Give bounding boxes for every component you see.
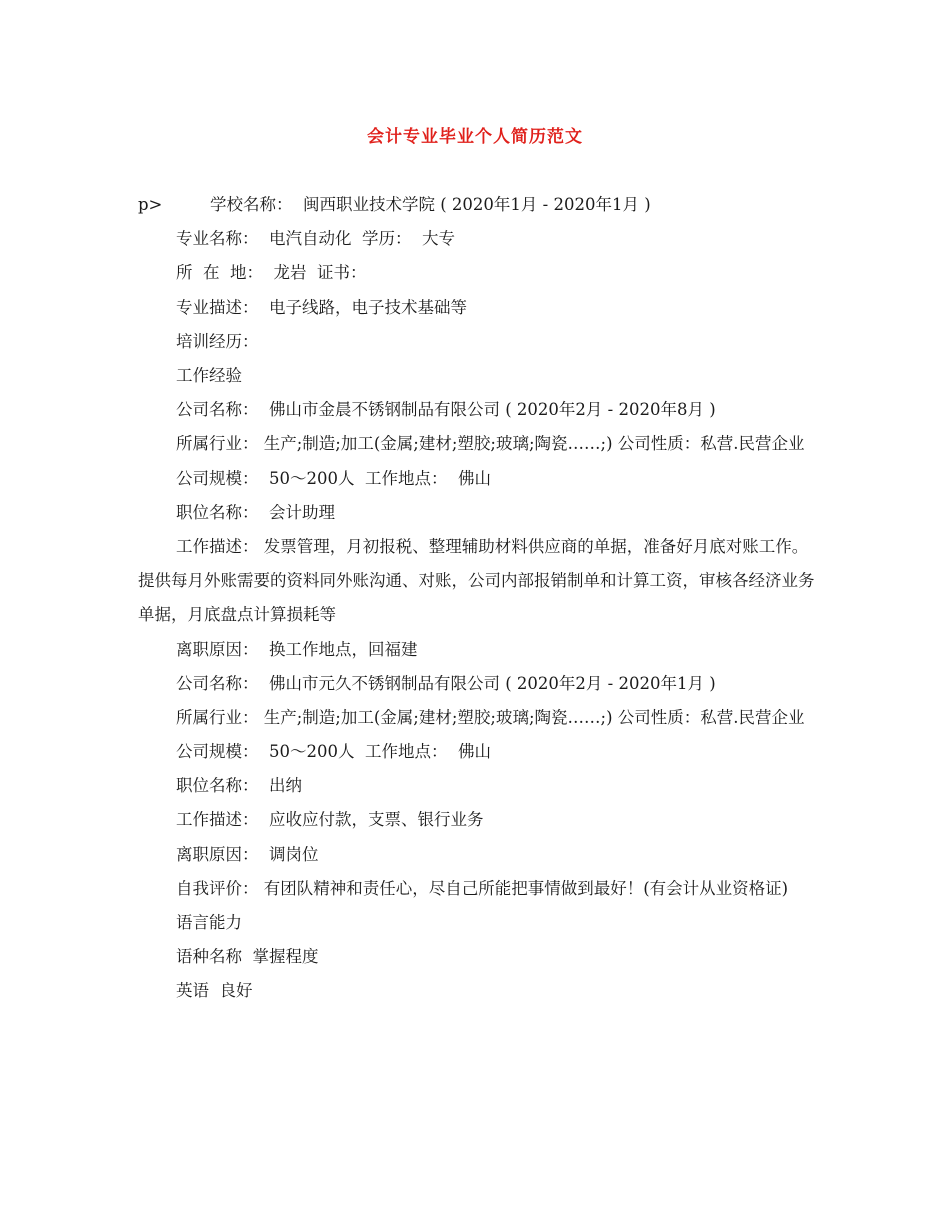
line-job-description-2: 工作描述： 应收应付款，支票、银行业务 (176, 810, 484, 830)
line-language-table-header: 语种名称 掌握程度 (176, 947, 319, 967)
line-major-description: 专业描述： 电子线路，电子技术基础等 (176, 297, 467, 317)
line-position-1: 职位名称： 会计助理 (176, 502, 335, 522)
line-leave-reason-2: 离职原因： 调岗位 (176, 844, 319, 864)
line-school (138, 188, 818, 222)
line-company-1: 公司名称： 佛山市金晨不锈钢制品有限公司 ( 2020年2月 - 2020年8月 ) (176, 400, 716, 420)
line-leave-reason-1: 离职原因： 换工作地点，回福建 (176, 639, 418, 659)
line-language-english: 英语 良好 (176, 981, 253, 1001)
line-self-evaluation: 自我评价： 有团队精神和责任心，尽自己所能把事情做到最好！(有会计从业资格证) (176, 878, 789, 898)
line-work-experience-heading: 工作经验 (176, 365, 242, 385)
resume-body (138, 188, 818, 1009)
line-job-description-1: 工作描述： 发票管理，月初报税、整理辅助材料供应商的单据，准备好月底对账工作。提供每月外账需要的资料同外账沟通、对账，公司内部报销制单和计算工资，审核各经济业务单据，月底盘点计算损耗等 (138, 536, 815, 625)
line-position-2: 职位名称： 出纳 (176, 776, 302, 796)
document-title: 会计专业毕业个人简历范文 (367, 127, 583, 147)
line-major: 专业名称： 电汽自动化 学历： 大专 (176, 229, 455, 249)
line-location: 所 在 地： 龙岩 证书： (176, 263, 367, 283)
line-company-size-2: 公司规模： 50～200人 工作地点： 佛山 (176, 742, 491, 762)
school-text: 学校名称： 闽西职业技术学院 ( 2020年1月 - 2020年1月 ) (210, 195, 651, 214)
line-company-2: 公司名称： 佛山市元久不锈钢制品有限公司 ( 2020年2月 - 2020年1月 ) (176, 673, 716, 693)
line-language-heading: 语言能力 (176, 913, 242, 933)
line-company-size-1: 公司规模： 50～200人 工作地点： 佛山 (176, 468, 491, 488)
line-prefix: p> (138, 195, 163, 214)
line-training: 培训经历： (176, 331, 259, 351)
line-industry-2: 所属行业： 生产;制造;加工(金属;建材;塑胶;玻璃;陶瓷……;) 公司性质：私营.民营企业 (176, 707, 805, 727)
line-industry-1: 所属行业： 生产;制造;加工(金属;建材;塑胶;玻璃;陶瓷……;) 公司性质：私营.民营企业 (176, 434, 805, 454)
